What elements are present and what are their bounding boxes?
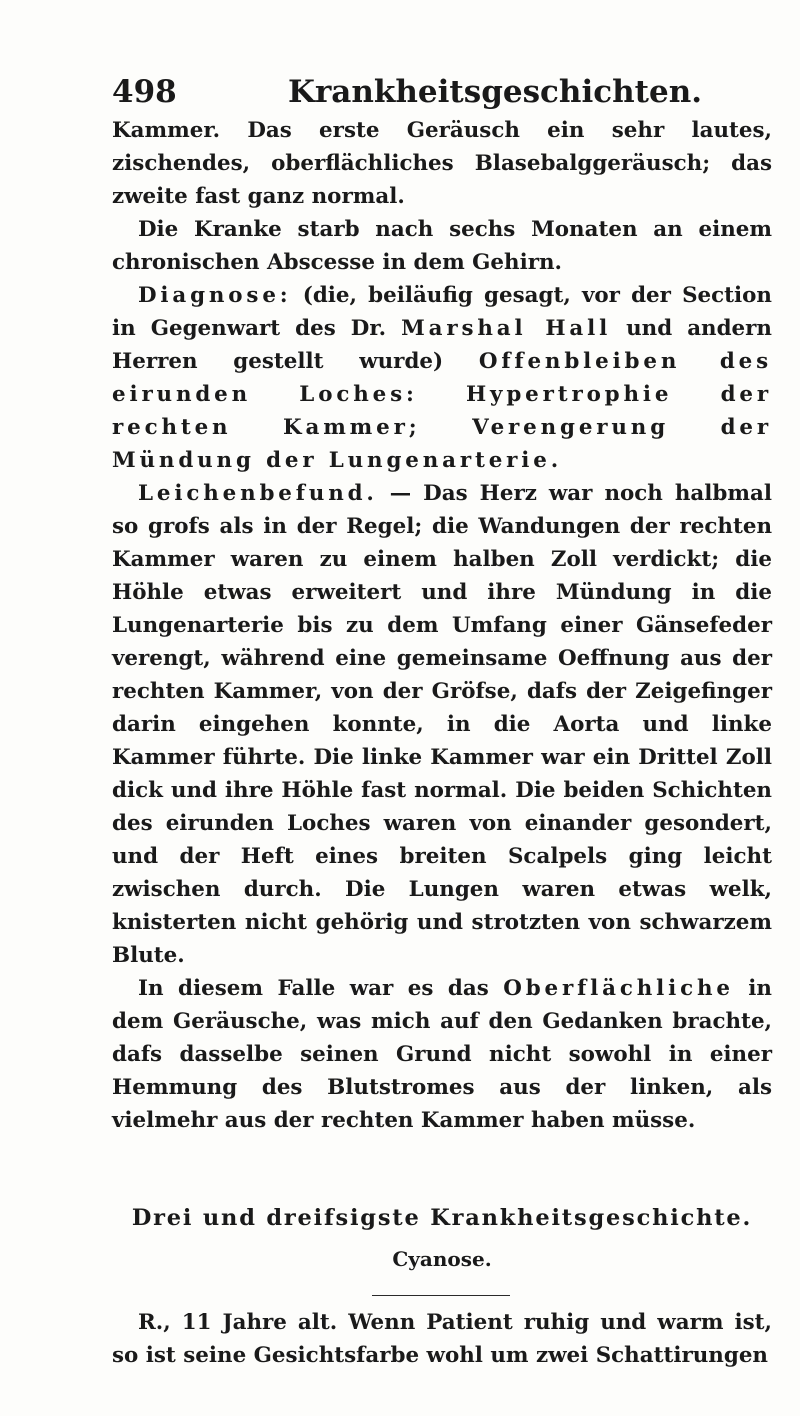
chapter-title: Drei und dreifsigste Krankheitsgeschichte. (131, 1205, 753, 1231)
page-header (112, 72, 712, 112)
conclusion-emphasis: Oberflächliche (503, 976, 734, 1001)
paragraph-autopsy (112, 477, 772, 972)
diagnosis-text-b: und andern Herren gestellt wurde) (112, 316, 772, 374)
body-text (112, 114, 772, 1137)
paragraph-continuation: Kammer. Das erste Geräusch ein sehr lautes, zischendes, oberflächliches Blasebalggeräusch; das zweite fast ganz normal. (112, 118, 772, 209)
physician-name: Marshal Hall (401, 316, 612, 341)
diagnosis-text-a: (die, beiläufig gesagt, vor der Section in Gegenwart des Dr. (112, 283, 772, 341)
diagnosis-label: Diagnose: (138, 283, 292, 308)
autopsy-label: Leichenbefund. (138, 481, 378, 506)
section-divider (372, 1295, 510, 1296)
running-head: Krankheitsgeschichten. (288, 74, 703, 110)
conclusion-text-a: In diesem Falle war es das (138, 976, 504, 1001)
conclusion-text-b: in dem Geräusche, was mich auf den Gedanken brachte, dafs dasselbe seinen Grund nicht sowohl in einer Hemmung des Blutstromes aus der linken, als vielmehr aus der rechten Kammer haben müsse. (112, 976, 772, 1133)
chapter-paragraph: R., 11 Jahre alt. Wenn Patient ruhig und warm ist, so ist seine Gesichtsfarbe wohl um zwei Schattirungen (112, 1310, 772, 1368)
chapter-body (112, 1306, 772, 1372)
autopsy-text: — Das Herz war noch halbmal so grofs als in der Regel; die Wandungen der rechten Kammer waren zu einem halben Zoll verdickt; die Höhle etwas erweitert und ihre Mündung in die Lungenarterie bis zu dem Umfang einer Gänsefeder verengt, während eine gemeinsame Oeffnung aus der rechten Kammer, von der Gröfse, dafs der Zeigefinger darin eingehen konnte, in die Aorta und linke Kammer führte. Die linke Kammer war ein Drittel Zoll dick und ihre Höhle fast normal. Die beiden Schichten des eirunden Loches waren von einander gesondert, und der Heft eines breiten Scalpels ging leicht zwischen durch. Die Lungen waren etwas welk, knisterten nicht gehörig und strotzten von schwarzem Blute. (112, 481, 772, 968)
diagnosis-findings: Offenbleiben des eirunden Loches: Hypertrophie der rechten Kammer; Verengerung der Mündung der Lungenarterie. (112, 349, 772, 473)
chapter-subtitle: Cyanose. (392, 1247, 492, 1271)
page-number: 498 (112, 74, 177, 110)
paragraph-conclusion (112, 972, 772, 1137)
paragraph-death: Die Kranke starb nach sechs Monaten an einem chronischen Abscesse in dem Gehirn. (112, 217, 772, 275)
paragraph-diagnosis (112, 279, 772, 477)
